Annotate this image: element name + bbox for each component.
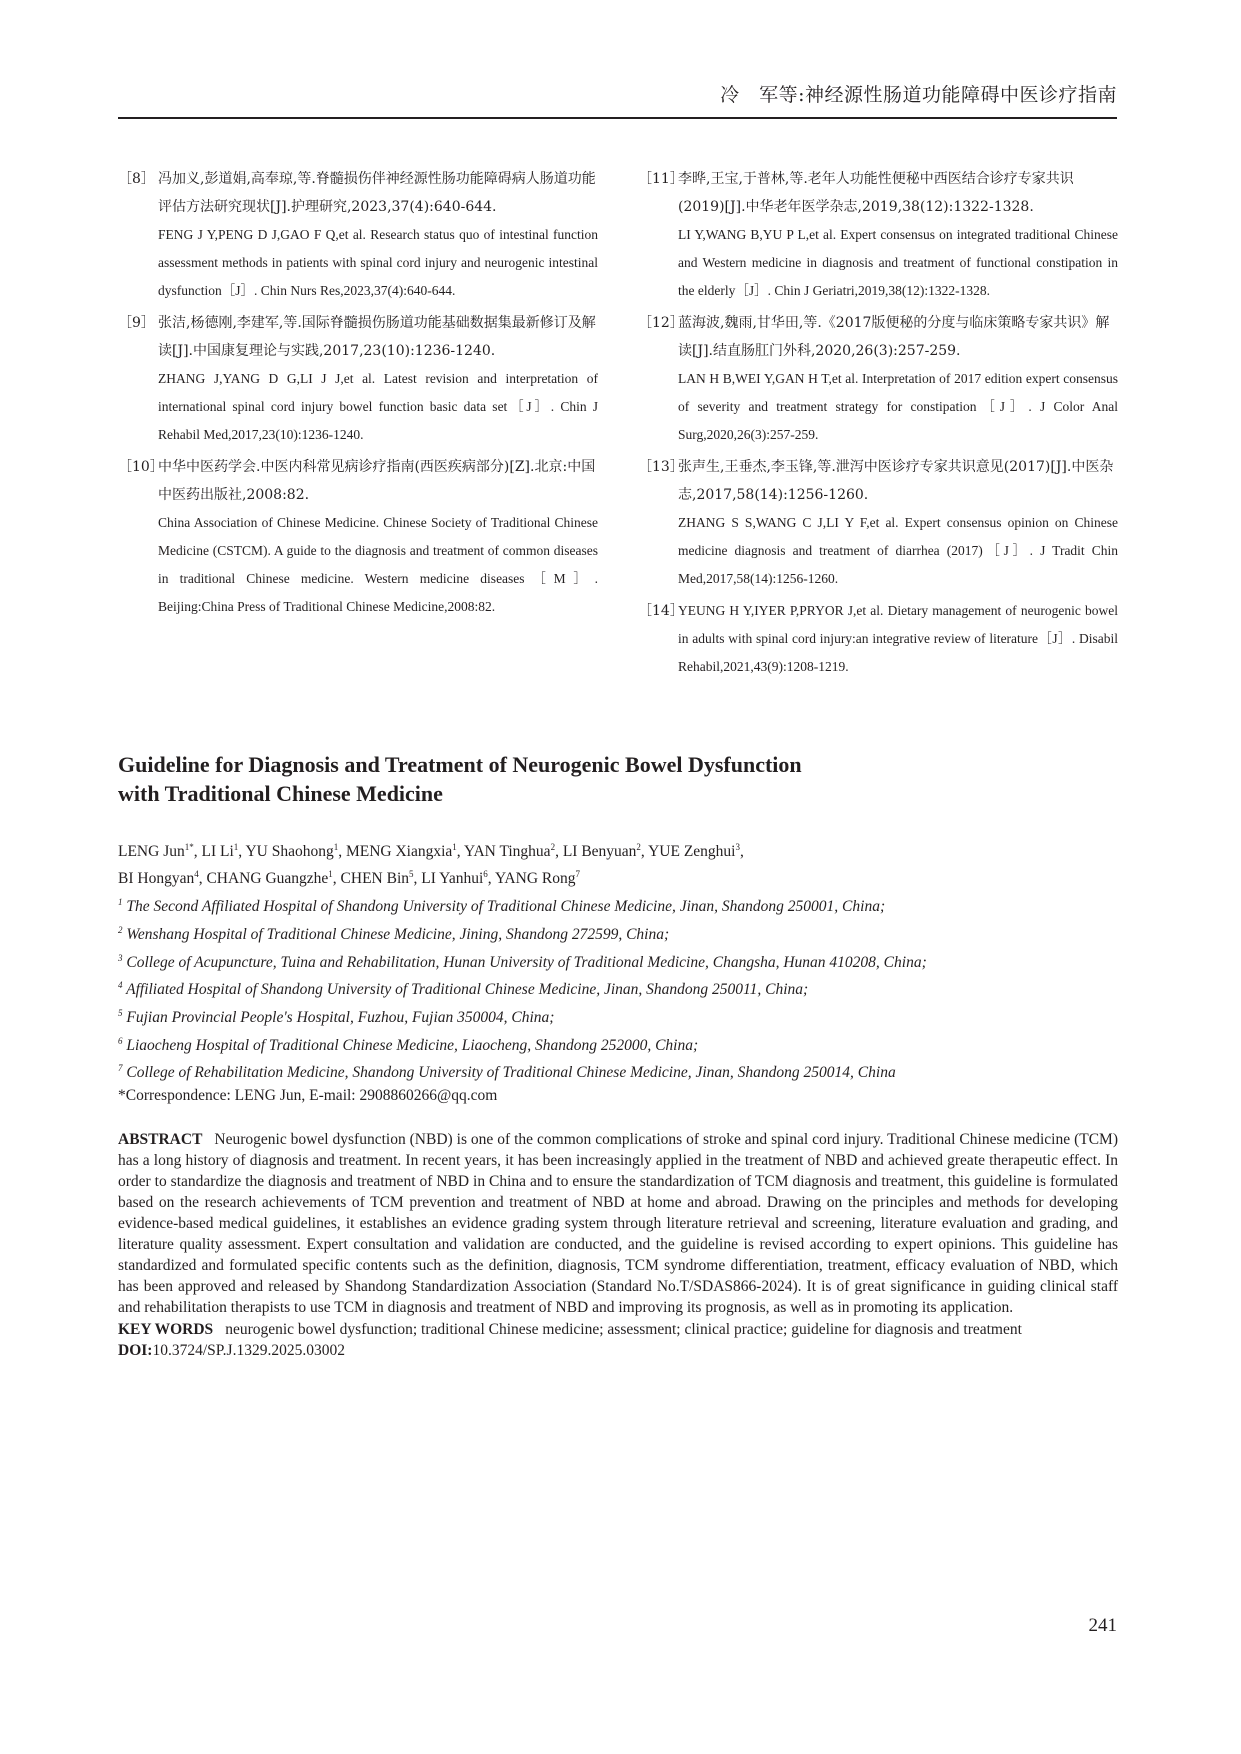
author-name: YUE Zenghui	[648, 843, 736, 861]
reference-number: ［11］	[638, 171, 684, 187]
reference-body	[678, 453, 1118, 593]
reference-body	[678, 309, 1118, 449]
author-affiliation-mark: 5	[409, 869, 414, 880]
references-left-column	[118, 165, 598, 685]
affiliation	[118, 1057, 1118, 1085]
reference-item	[638, 309, 1118, 449]
article-title	[118, 750, 1118, 808]
author-name: LI Yanhui	[421, 870, 484, 888]
affiliation-text: College of Rehabilitation Medicine, Shandong University of Traditional Chinese Medicine, Jinan, Shandong 250014, China	[126, 1064, 896, 1082]
affiliation-text: Wenshang Hospital of Traditional Chinese Medicine, Jining, Shandong 272599, China;	[126, 926, 670, 944]
author-separator: ,	[332, 870, 341, 888]
author	[206, 870, 340, 887]
doi-label: DOI:	[118, 1341, 153, 1359]
author-separator: ,	[640, 843, 649, 861]
author-list	[118, 836, 1118, 890]
author-affiliation-mark: 2	[550, 842, 556, 852]
author-affiliation-mark: 2	[636, 842, 641, 852]
keywords	[118, 1319, 1118, 1340]
author-name: YAN Tinghua	[463, 843, 551, 861]
affiliation	[118, 1030, 1118, 1058]
reference-english: China Association of Chinese Medicine. Chinese Society of Traditional Chinese Medicine (CSTCM). A guide to the diagnosis and treatment of common diseases in traditional Chinese medicine. Western medicine diseases［M］. Beijing:China Press of Traditional Chinese Medicine,2008:82.	[158, 515, 598, 614]
reference-item	[118, 165, 598, 305]
affiliation-list	[118, 891, 1118, 1085]
reference-chinese: 李晔,王宝,于普林,等.老年人功能性便秘中西医结合诊疗专家共识(2019)[J].中华老年医学杂志,2019,38(12):1322-1328.	[678, 171, 1074, 215]
reference-body	[158, 453, 598, 621]
author	[118, 843, 201, 860]
author-separator: ,	[487, 870, 495, 888]
author-separator: ,	[456, 843, 464, 861]
reference-english: ZHANG S S,WANG C J,LI Y F,et al. Expert consensus opinion on Chinese medicine diagnosis and treatment of diarrhea (2017)［J］. J Tradit Chin Med,2017,58(14):1256-1260.	[678, 515, 1118, 586]
references-section	[118, 165, 1118, 685]
reference-item	[638, 597, 1118, 681]
article-title-line-2: with Traditional Chinese Medicine	[118, 781, 443, 806]
reference-english: ZHANG J,YANG D G,LI J J,et al. Latest revision and interpretation of international spinal cord injury bowel function basic data set［J］. Chin J Rehabil Med,2017,23(10):1236-1240.	[158, 371, 598, 442]
author-name: LI Benyuan	[562, 843, 637, 861]
author	[341, 870, 422, 887]
affiliation-mark: 1	[118, 897, 123, 908]
author-separator: ,	[740, 843, 744, 861]
affiliation	[118, 1002, 1118, 1030]
doi	[118, 1340, 1118, 1362]
author-name: BI Hongyan	[118, 870, 195, 888]
author	[563, 843, 648, 860]
header-rule	[118, 117, 1117, 119]
affiliation	[118, 891, 1118, 919]
author	[495, 870, 580, 887]
author-separator: ,	[555, 843, 563, 861]
reference-body	[158, 165, 598, 305]
author-affiliation-mark: 1	[452, 842, 457, 852]
reference-english: LI Y,WANG B,YU P L,et al. Expert consensus on integrated traditional Chinese and Western medicine in diagnosis and treatment of functional constipation in the elderly［J］. Chin J Geriatri,2019,38(12):1322-1328.	[678, 227, 1118, 298]
author-separator: ,	[338, 843, 346, 861]
affiliation-mark: 6	[118, 1035, 123, 1046]
reference-chinese: 张洁,杨德刚,李建军,等.国际脊髓损伤肠道功能基础数据集最新修订及解读[J].中国康复理论与实践,2017,23(10):1236-1240.	[158, 315, 596, 359]
reference-item	[118, 309, 598, 449]
author	[648, 843, 744, 860]
author-affiliation-mark: 1	[333, 842, 339, 852]
reference-number: ［10］	[118, 459, 164, 475]
affiliation-mark: 2	[118, 924, 123, 935]
reference-item	[638, 453, 1118, 593]
author-name: CHANG Guangzhe	[206, 870, 329, 888]
reference-item	[638, 165, 1118, 305]
article-front-matter	[118, 750, 1118, 1362]
reference-body	[158, 309, 598, 449]
affiliation	[118, 947, 1118, 975]
article-title-line-1: Guideline for Diagnosis and Treatment of Neurogenic Bowel Dysfunction	[118, 752, 802, 777]
author-name: MENG Xiangxia	[345, 843, 453, 861]
reference-english: YEUNG H Y,IYER P,PRYOR J,et al. Dietary management of neurogenic bowel in adults with spinal cord injury:an integrative review of literature［J］. Disabil Rehabil,2021,43(9):1208-1219.	[678, 603, 1118, 674]
affiliation-text: College of Acupuncture, Tuina and Rehabilitation, Hunan University of Traditional Medicine, Changsha, Hunan 410208, China;	[126, 953, 927, 971]
author	[421, 870, 495, 887]
author	[464, 843, 563, 860]
affiliation-text: Affiliated Hospital of Shandong University of Traditional Chinese Medicine, Jinan, Shandong 250011, China;	[126, 981, 809, 999]
doi-value: 10.3724/SP.J.1329.2025.03002	[152, 1341, 345, 1359]
affiliation	[118, 919, 1118, 947]
author	[245, 843, 346, 860]
affiliation-text: Liaocheng Hospital of Traditional Chinese Medicine, Liaocheng, Shandong 252000, China;	[126, 1036, 699, 1054]
author-affiliation-mark: 6	[483, 869, 488, 880]
references-right-column	[638, 165, 1118, 685]
author	[346, 843, 464, 860]
author-affiliation-mark: 7	[575, 869, 580, 880]
reference-chinese: 中华中医药学会.中医内科常见病诊疗指南(西医疾病部分)[Z].北京:中国中医药出版社,2008:82.	[158, 459, 596, 503]
reference-body	[678, 597, 1118, 681]
author-affiliation-mark: 3	[735, 842, 740, 852]
affiliation-text: The Second Affiliated Hospital of Shandong University of Traditional Chinese Medicine, Jinan, Shandong 250001, China;	[126, 898, 886, 916]
reference-english: FENG J Y,PENG D J,GAO F Q,et al. Research status quo of intestinal function assessment methods in patients with spinal cord injury and neurogenic intestinal dysfunction［J］. Chin Nurs Res,2023,37(4):640-644.	[158, 227, 598, 298]
reference-number: ［12］	[638, 315, 684, 331]
author-affiliation-mark: 4	[194, 869, 199, 880]
author-name: YU Shaohong	[245, 843, 334, 861]
affiliation-mark: 5	[118, 1007, 123, 1018]
affiliation-mark: 3	[118, 952, 123, 963]
author-name: LENG Jun	[118, 843, 185, 861]
correspondence: *Correspondence: LENG Jun, E-mail: 2908860266@qq.com	[118, 1086, 498, 1104]
reference-chinese: 冯加义,彭道娟,高奉琼,等.脊髓损伤伴神经源性肠功能障碍病人肠道功能评估方法研究现状[J].护理研究,2023,37(4):640-644.	[158, 171, 596, 215]
page-number: 241	[1088, 1615, 1117, 1636]
affiliation-text: Fujian Provincial People's Hospital, Fuzhou, Fujian 350004, China;	[126, 1009, 555, 1027]
reference-number: ［8］	[118, 171, 155, 187]
reference-number: ［9］	[118, 315, 155, 331]
author-affiliation-mark: 1	[328, 869, 333, 880]
abstract-label: ABSTRACT	[118, 1130, 203, 1148]
reference-number: ［14］	[638, 603, 684, 619]
affiliation-mark: 7	[118, 1063, 123, 1074]
reference-item	[118, 453, 598, 621]
reference-english: LAN H B,WEI Y,GAN H T,et al. Interpretation of 2017 edition expert consensus of severity and treatment strategy for constipation［J］. J Color Anal Surg,2020,26(3):257-259.	[678, 371, 1118, 442]
author	[118, 870, 206, 887]
keywords-label: KEY WORDS	[118, 1320, 214, 1338]
author-separator: ,	[238, 843, 246, 861]
abstract-text: Neurogenic bowel dysfunction (NBD) is one of the common complications of stroke and spinal cord injury. Traditional Chinese medicine (TCM) has a long history of diagnosis and treatment. In recent years, it has been increasingly applied in the treatment of NBD and achieved greate therapeutic effect. In order to standardize the diagnosis and treatment of NBD in China and to ensure the standardization of TCM diagnosis and treatment, this guideline is formulated based on the research achievements of TCM prevention and treatment of NBD at home and abroad. Drawing on the principles and methods for developing evidence-based medical guidelines, it establishes an evidence grading system through literature retrieval and screening, literature evaluation and grading, and literature quality assessment. Expert consultation and validation are conducted, and the guideline is revised according to expert opinions. This guideline has standardized and formulated specific contents such as the definition, diagnosis, TCM syndrome differentiation, treatment, efficacy evaluation of NBD, which has been approved and released by Shandong Standardization Association (Standard No.T/SDAS866-2024). It is of great significance in guiding clinical staff and rehabilitation therapists to use TCM in diagnosis and treatment of NBD and improving its prognosis, as well as in promoting its application.	[118, 1130, 1118, 1316]
affiliation	[118, 974, 1118, 1002]
author-affiliation-mark: 1	[233, 842, 239, 852]
author-separator: ,	[413, 870, 422, 888]
author-separator: ,	[193, 843, 202, 861]
keywords-text: neurogenic bowel dysfunction; traditional Chinese medicine; assessment; clinical practice; guideline for diagnosis and treatment	[225, 1320, 1022, 1338]
abstract	[118, 1129, 1118, 1318]
author-name: CHEN Bin	[340, 870, 409, 888]
reference-chinese: 蓝海波,魏雨,甘华田,等.《2017版便秘的分度与临床策略专家共识》解读[J].结直肠肛门外科,2020,26(3):257-259.	[678, 315, 1110, 359]
running-head: 冷 军等:神经源性肠道功能障碍中医诊疗指南	[720, 84, 1117, 106]
author-name: YANG Rong	[494, 870, 576, 888]
reference-number: ［13］	[638, 459, 684, 475]
author	[201, 843, 245, 860]
reference-body	[678, 165, 1118, 305]
affiliation-mark: 4	[118, 980, 123, 991]
reference-chinese: 张声生,王垂杰,李玉锋,等.泄泻中医诊疗专家共识意见(2017)[J].中医杂志,2017,58(14):1256-1260.	[678, 459, 1114, 503]
author-separator: ,	[198, 870, 207, 888]
author-affiliation-mark: 1*	[184, 842, 194, 852]
author-name: LI Li	[201, 843, 234, 861]
